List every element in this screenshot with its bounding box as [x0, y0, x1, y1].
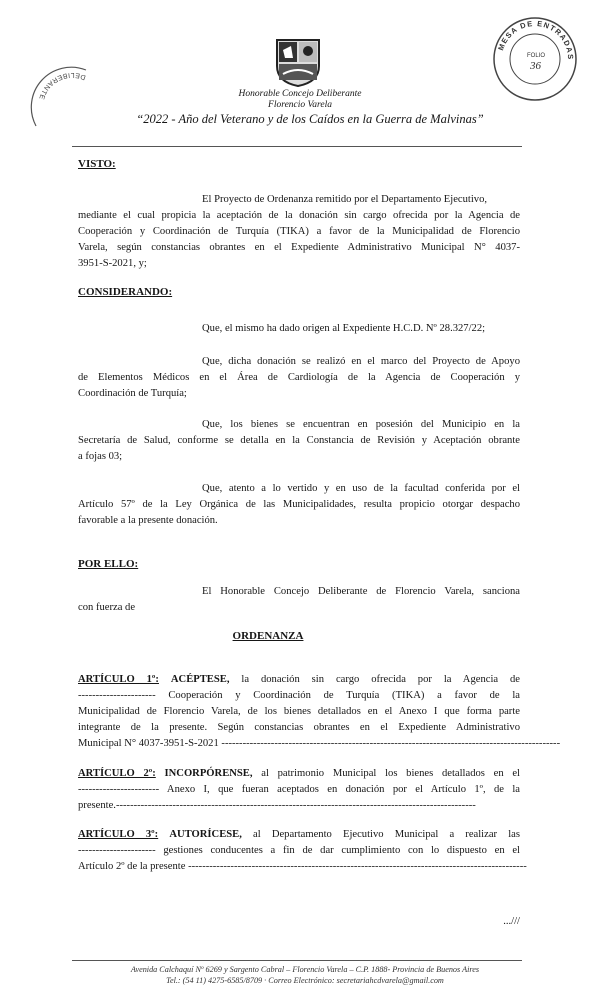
- footer-contact: Tel.: (54 11) 4275-6585/8709 · Correo Electrónico: secretariahcdvarela@gmail.com: [166, 976, 444, 985]
- considerando-line: Que, atento a lo vertido y en uso de la facultad conferida por el: [202, 483, 520, 494]
- considerando-line: Que, dicha donación se realizó en el marco del Proyecto de Apoyo: [202, 356, 520, 367]
- footer: [60, 964, 550, 986]
- visto-line: 3951-S-2021, y;: [78, 258, 147, 269]
- visto-line: mediante el cual propicia la aceptación de la donación sin cargo ofrecida por la Agencia de: [78, 210, 520, 221]
- institution-line: Honorable Concejo Deliberante: [238, 89, 362, 99]
- articulo-line: [78, 859, 527, 875]
- continuation-mark: ...///: [503, 916, 520, 927]
- considerando-line: Secretaría de Salud, conforme se detalla en la Constancia de Revisión y Aceptación obrante: [78, 435, 520, 446]
- articulo-text: Municipal N° 4037-3951-S-2021: [78, 738, 219, 749]
- articulo-line: [78, 688, 520, 704]
- articulo-text: presente.: [78, 800, 116, 811]
- considerando-line: favorable a la presente donación.: [78, 515, 218, 526]
- articulo-text: al Departamento Ejecutivo Municipal a realizar las: [253, 829, 520, 840]
- stamp-ring-text: MESA DE ENTRADAS: [496, 18, 576, 61]
- left-stamp-text: DELIBERANTE: [37, 71, 87, 101]
- considerando-p1: Que, el mismo ha dado origen al Expediente H.C.D. Nº 28.327/22;: [202, 323, 486, 334]
- dash-filler: ------------------------------------------------------------------------------------------------------: [115, 800, 476, 811]
- dash-filler: ------------------------------------------------------------------------------------------------: [188, 861, 527, 872]
- considerando-heading: CONSIDERANDO:: [78, 286, 173, 298]
- por-ello-heading: POR ELLO:: [78, 558, 139, 570]
- considerando-line: Coordinación de Turquía;: [78, 388, 187, 399]
- visto-line: Varela, según constancias obrantes en el Expediente Administrativo Municipal N° 4037-: [78, 242, 520, 253]
- articulo-line: [78, 672, 520, 688]
- left-stamp-fragment: [28, 66, 88, 136]
- considerando-line: Que, los bienes se encuentran en posesión del Municipio en la: [202, 419, 520, 430]
- articulo-3: [78, 827, 527, 875]
- considerando-line: a fojas 03;: [78, 451, 123, 462]
- articulo-2: [78, 766, 520, 814]
- considerando-p2: [78, 354, 520, 402]
- footer-address: Avenida Calchaquí Nº 6269 y Sargento Cabral – Florencio Varela – C.P. 1888- Provincia de Buenos Aires: [130, 965, 480, 974]
- dash-filler: ----------------------: [78, 845, 156, 856]
- articulo-line: [78, 766, 520, 782]
- articulo-1: [78, 672, 561, 752]
- footer-divider: [72, 960, 522, 961]
- stamp-folio-number: 36: [530, 60, 541, 72]
- articulo-verb: INCORPÓRENSE,: [164, 768, 253, 779]
- reception-stamp: [490, 14, 580, 104]
- articulo-text: Municipalidad de Florencio Varela, de los bienes detallados en el Anexo I que forma parte: [78, 706, 520, 717]
- articulo-text: la donación sin cargo ofrecida por la Agencia de: [241, 674, 521, 685]
- articulo-line: [78, 782, 520, 798]
- visto-heading: VISTO:: [78, 158, 116, 170]
- articulo-label: ARTÍCULO 1º:: [78, 674, 159, 685]
- dash-filler: -----------------------: [78, 784, 160, 795]
- articulo-verb: ACÉPTESE,: [170, 674, 230, 685]
- dash-filler: ----------------------: [78, 690, 156, 701]
- year-motto: “2022 - Año del Veterano y de los Caídos en la Guerra de Malvinas”: [136, 112, 484, 126]
- considerando-p3: [78, 417, 520, 465]
- dash-filler: ------------------------------------------------------------------------------------------------: [221, 738, 561, 749]
- articulo-text: Anexo I, que fueran aceptados en donación por el Artículo 1º, de la: [166, 784, 520, 795]
- articulo-text: al patrimonio Municipal los bienes detallados en el: [261, 768, 520, 779]
- articulo-line: [78, 827, 520, 843]
- header-divider: [72, 146, 522, 147]
- articulo-line: [78, 736, 561, 752]
- ordenanza-title: ORDENANZA: [232, 630, 304, 642]
- considerando-p4: [78, 481, 520, 529]
- por-ello-line: El Honorable Concejo Deliberante de Florencio Varela, sanciona: [202, 586, 520, 597]
- articulo-text: Artículo 2º de la presente: [78, 861, 186, 872]
- considerando-line: Artículo 57º de la Ley Orgánica de las Municipalidades, resulta propicio otorgar despacho: [78, 499, 520, 510]
- articulo-label: ARTÍCULO 2º:: [78, 768, 156, 779]
- articulo-verb: AUTORÍCESE,: [169, 829, 242, 840]
- articulo-line: [78, 798, 520, 814]
- considerando-line: de Elementos Médicos en el Área de Cardiología de la Agencia de Cooperación y: [78, 372, 520, 383]
- por-ello-paragraph: [78, 584, 520, 616]
- visto-line: Cooperación y Coordinación de Turquía (TIKA) a favor de la Municipalidad de Florencio: [78, 226, 520, 237]
- articulo-line: [78, 843, 520, 859]
- svg-text:DELIBERANTE: [37, 71, 87, 101]
- visto-paragraph: [78, 192, 520, 272]
- institution-name: [200, 89, 400, 111]
- articulo-label: ARTÍCULO 3º:: [78, 829, 159, 840]
- por-ello-line: con fuerza de: [78, 602, 136, 613]
- articulo-text: gestiones conducentes a fin de dar cumplimiento con lo dispuesto en el: [163, 845, 520, 856]
- stamp-folio-label: FOLIO: [527, 53, 546, 59]
- visto-line: El Proyecto de Ordenanza remitido por el Departamento Ejecutivo,: [202, 194, 488, 205]
- articulo-text: integrante de la presente. Según constancias obrantes en el Expediente Administrativo: [78, 722, 520, 733]
- shield-emblem: [273, 36, 323, 88]
- city-line: Florencio Varela: [268, 100, 332, 110]
- articulo-text: Cooperación y Coordinación de Turquía (TIKA) a favor de la: [168, 690, 520, 701]
